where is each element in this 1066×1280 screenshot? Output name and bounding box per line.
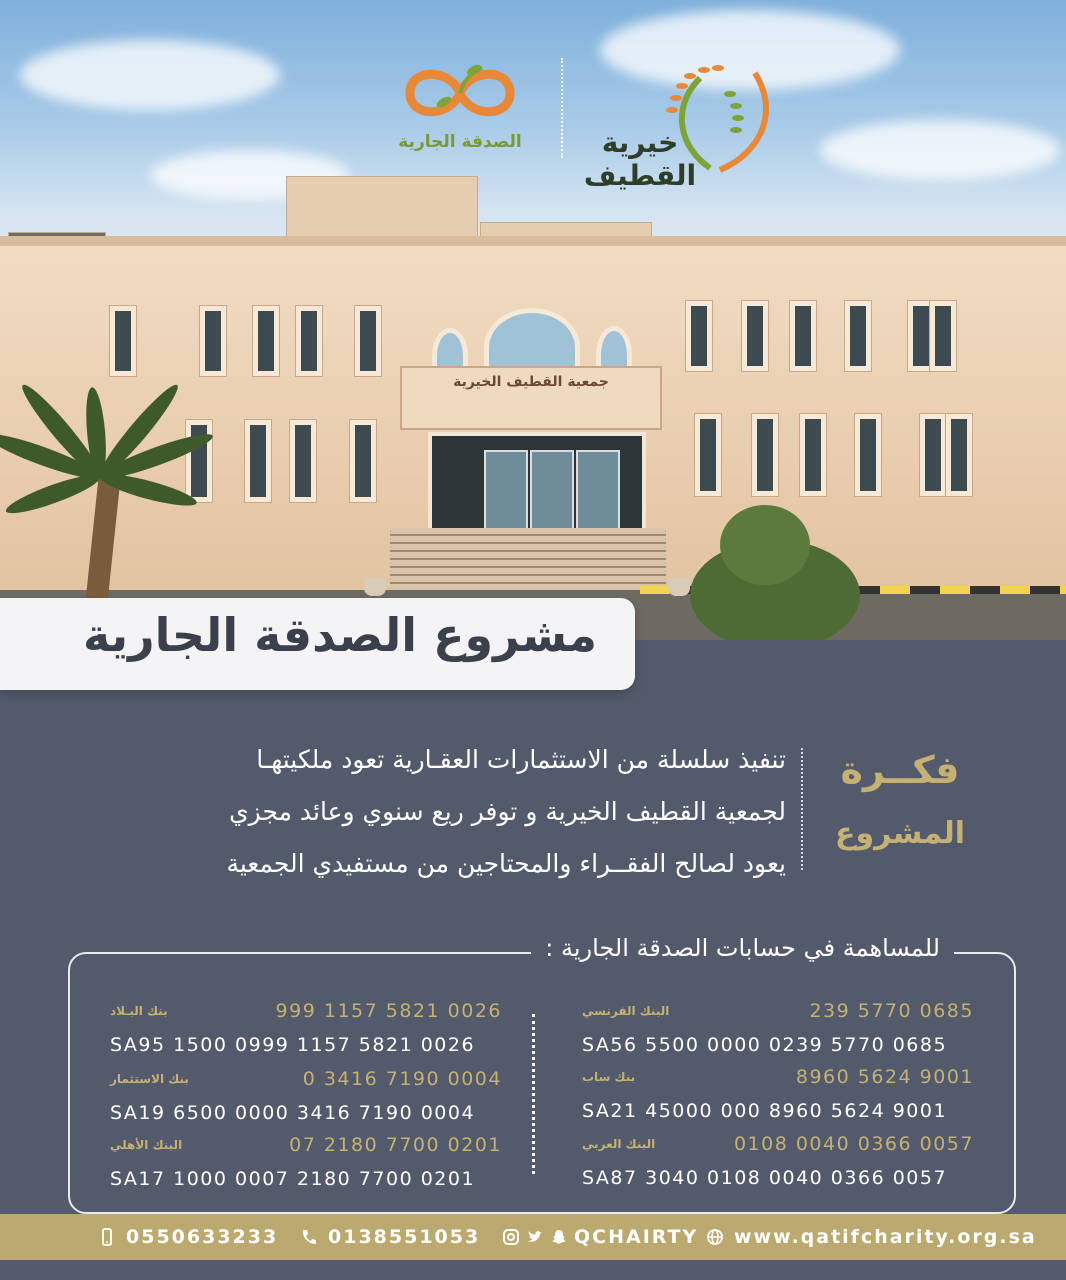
mobile-icon xyxy=(98,1228,116,1246)
bank-name: بنك الاستثمار xyxy=(110,1072,189,1086)
idea-heading-line1: فكــرة xyxy=(840,748,960,792)
bank-name: البنك العربي xyxy=(582,1137,656,1151)
account-number: 07 2180 7700 0201 xyxy=(289,1134,502,1156)
account-number: 8960 5624 9001 xyxy=(795,1066,974,1088)
footer-bottom-band xyxy=(0,1260,1066,1280)
bank-account xyxy=(110,1000,502,1066)
iban: SA17 1000 0007 2180 7700 0201 xyxy=(110,1168,476,1190)
social-handle[interactable] xyxy=(502,1224,698,1250)
phone-contact[interactable] xyxy=(300,1224,480,1250)
bank-name: البنك الفرنسي xyxy=(582,1004,670,1018)
iban: SA19 6500 0000 3416 7190 0004 xyxy=(110,1102,476,1124)
instagram-icon xyxy=(502,1228,520,1246)
account-number: 0 3416 7190 0004 xyxy=(302,1068,502,1090)
iban: SA95 1500 0999 1157 5821 0026 xyxy=(110,1034,476,1056)
bank-account xyxy=(582,1133,974,1199)
globe-icon xyxy=(706,1228,724,1246)
bank-account xyxy=(582,1066,974,1132)
phone-number: 0138551053 xyxy=(328,1226,481,1248)
logos xyxy=(380,58,800,192)
bank-account xyxy=(110,1134,502,1200)
twitter-icon xyxy=(526,1228,544,1246)
idea-line: يعود لصالح الفقــراء والمحتاجين من مستفيدي الجمعية xyxy=(226,849,786,878)
bank-name: بنك ساب xyxy=(582,1070,636,1084)
bank-account xyxy=(110,1068,502,1134)
iban: SA56 5500 0000 0239 5770 0685 xyxy=(582,1034,948,1056)
idea-line: تنفيذ سلسلة من الاستثمارات العقـارية تعود ملكيتهـا xyxy=(256,745,786,774)
account-number: 239 5770 0685 xyxy=(809,1000,974,1022)
iban: SA21 45000 000 8960 5624 9001 xyxy=(582,1100,948,1122)
idea-description xyxy=(80,734,786,890)
mobile-number: 0550633233 xyxy=(126,1226,279,1248)
footer xyxy=(0,1214,1066,1260)
website-url: www.qatifcharity.org.sa xyxy=(734,1226,1037,1248)
phone-icon xyxy=(300,1228,318,1246)
idea-divider xyxy=(801,748,803,870)
bank-account xyxy=(582,1000,974,1066)
idea-line: لجمعية القطيف الخيرية و توفر ريع سنوي وعائد مجزي xyxy=(229,797,786,826)
idea-heading xyxy=(810,740,990,880)
logo-divider xyxy=(561,58,563,158)
entrance xyxy=(428,432,646,536)
page-title: مشروع الصدقة الجارية xyxy=(82,608,597,662)
building-sign-text: جمعية القطيف الخيرية xyxy=(453,374,609,390)
infinity-icon xyxy=(380,58,540,128)
iban: SA87 3040 0108 0040 0366 0057 xyxy=(582,1167,948,1189)
sadaqa-logo-text: الصدقة الجارية xyxy=(398,132,522,152)
website-link[interactable] xyxy=(706,1224,1037,1250)
accounts-heading: للمساهمة في حسابات الصدقة الجارية : xyxy=(531,934,954,962)
title-card xyxy=(0,598,635,690)
account-number: 0108 0040 0366 0057 xyxy=(733,1133,974,1155)
qatif-charity-logo-text: خيرية القطيف xyxy=(583,126,697,192)
accounts-box xyxy=(68,934,1016,1214)
qatif-charity-logo xyxy=(570,58,790,192)
bank-name: البنك الأهلي xyxy=(110,1138,183,1152)
social-handle-text: QCHAIRTY xyxy=(574,1226,699,1248)
account-number: 999 1157 5821 0026 xyxy=(275,1000,502,1022)
building-sign xyxy=(400,366,662,430)
snapchat-icon xyxy=(550,1228,568,1246)
idea-heading-line2: المشروع xyxy=(835,816,965,851)
sadaqa-logo xyxy=(380,58,540,168)
mobile-contact[interactable] xyxy=(98,1224,278,1250)
accounts-divider xyxy=(532,1014,535,1174)
bank-name: بنك البـلاد xyxy=(110,1004,168,1018)
